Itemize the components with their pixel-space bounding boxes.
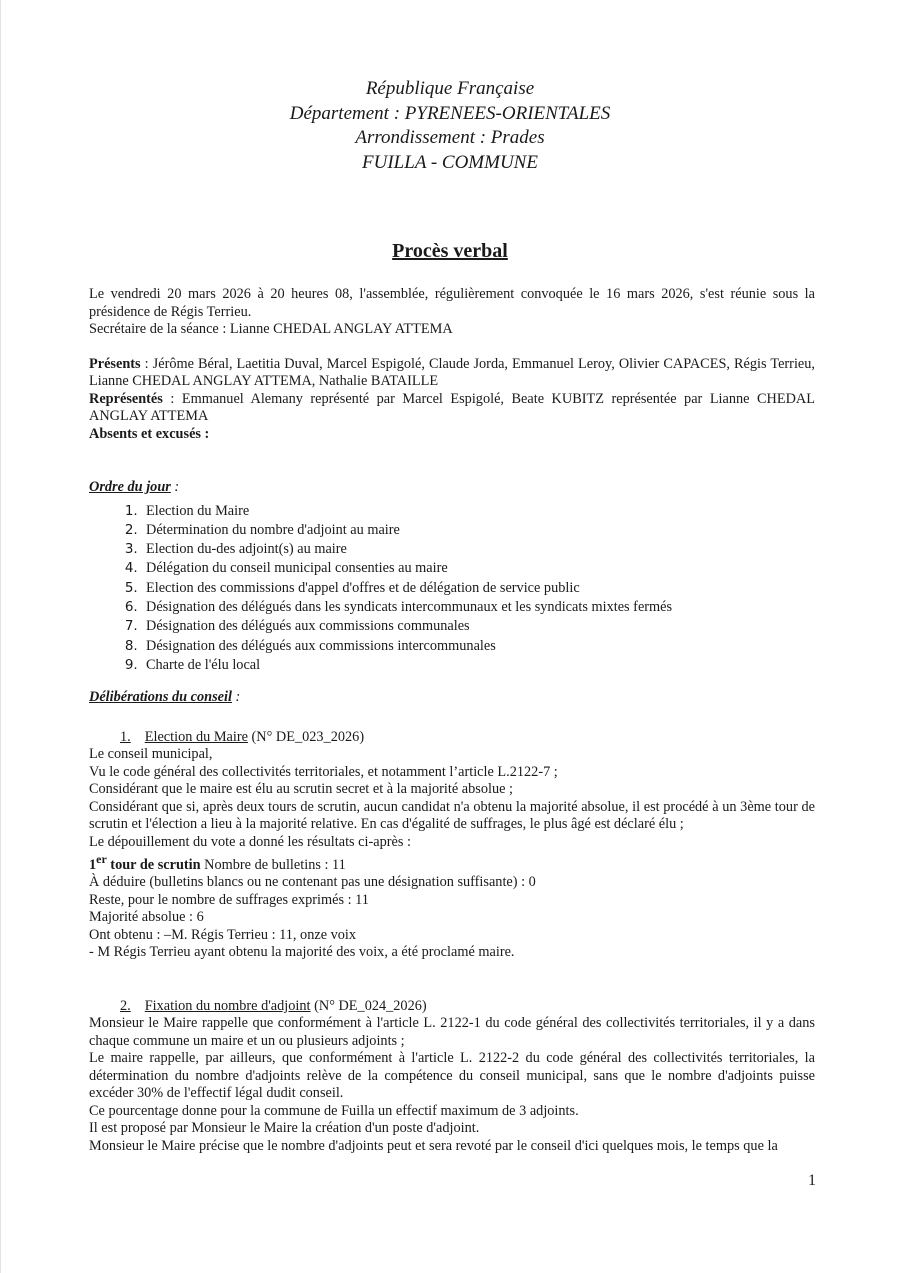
- deliberation-1-ref: (N° DE_023_2026): [247, 728, 365, 745]
- agenda-item: 2. Détermination du nombre d'adjoint au maire: [142, 521, 815, 540]
- deliberation-1-name: Election du Maire: [144, 728, 248, 745]
- deliberation-1-line: Le dépouillement du vote a donné les résultats ci-après :: [89, 833, 411, 850]
- deliberation-2-ref: (N° DE_024_2026): [310, 997, 427, 1014]
- agenda-title: Ordre du jour: [89, 479, 171, 495]
- agenda-item: 4. Délégation du conseil municipal consenties au maire: [142, 559, 815, 578]
- represented-names: : Emmanuel Alemany représenté par Marcel Espigolé, Beate KUBITZ représentée par Lianne CHEDAL ANGLAY ATTEMA: [89, 390, 815, 424]
- represented-line: [89, 391, 815, 426]
- agenda-list: [89, 502, 815, 676]
- page-edge: [0, 0, 1, 1273]
- header-republic: République Française: [365, 78, 535, 99]
- first-round-number: 1: [89, 856, 97, 873]
- present-label: Présents: [89, 355, 141, 372]
- deliberation-1-line: Le conseil municipal,: [89, 746, 213, 763]
- deliberation-2-line: Monsieur le Maire précise que le nombre d'adjoints peut et sera revoté par le conseil d'ici quelques mois, le temps que la: [89, 1137, 778, 1154]
- present-line: [89, 356, 815, 391]
- agenda-item: 9. Charte de l'élu local: [142, 656, 815, 675]
- header-commune: FUILLA - COMMUNE: [362, 151, 538, 173]
- deliberation-2-name: Fixation du nombre d'adjoint: [144, 997, 311, 1014]
- meeting-intro: Le vendredi 20 mars 2026 à 20 heures 08, l'assemblée, régulièrement convoquée le 16 mars 2026, s'est réunie sous la présidence de Régis Terrieu.: [89, 286, 815, 320]
- result-line: - M Régis Terrieu ayant obtenu la majorité des voix, a été proclamé maire.: [89, 944, 515, 961]
- first-round-line: [89, 851, 815, 874]
- first-round-label: [89, 852, 201, 873]
- page-number: 1: [808, 1172, 816, 1189]
- result-line: Ont obtenu : –M. Régis Terrieu : 11, onze voix: [89, 926, 357, 943]
- deliberation-2-line: Il est proposé par Monsieur le Maire la création d'un poste d'adjoint.: [89, 1120, 480, 1137]
- document-header: [0, 77, 900, 175]
- secretary-line: Secrétaire de la séance : Lianne CHEDAL ANGLAY ATTEMA: [89, 321, 453, 337]
- deliberation-1-line: Vu le code général des collectivités territoriales, et notamment l’article L.2122-7 ;: [89, 763, 558, 780]
- deliberation-2-line: Ce pourcentage donne pour la commune de Fuilla un effectif maximum de 3 adjoints.: [89, 1102, 579, 1119]
- result-line: Reste, pour le nombre de suffrages exprimés : 11: [89, 891, 369, 908]
- first-round-superscript: er: [96, 852, 107, 867]
- represented-label: Représentés: [89, 390, 163, 407]
- deliberations-heading: [89, 689, 815, 707]
- agenda-item: 7. Désignation des délégués aux commissions communales: [142, 617, 815, 636]
- deliberation-2-heading: [89, 998, 815, 1016]
- agenda-title-suffix: :: [170, 479, 180, 495]
- present-names: : Jérôme Béral, Laetitia Duval, Marcel Espigolé, Claude Jorda, Emmanuel Leroy, Olivier CAPACES, Régis Terrieu, Lianne CHEDAL ANGLAY ATTEMA, Nathalie BATAILLE: [89, 355, 815, 389]
- deliberations-title-suffix: :: [231, 689, 241, 706]
- result-line: Majorité absolue : 6: [89, 909, 204, 926]
- deliberation-2-line: Le maire rappelle, par ailleurs, que conformément à l'article L. 2122-2 du code général des collectivités territoriales, la détermination du nombre d'adjoints relève de la compétence du conseil municipal, sans que le nombre d'adjoints puisse excéder 30% de l'effectif légal dudit conseil.: [89, 1050, 815, 1102]
- deliberation-1-line: Considérant que si, après deux tours de scrutin, aucun candidat n'a obtenu la majorité absolue, il est procédé à un 3ème tour de scrutin et l'élection a lieu à la majorité relative. En cas d'égalité de suffrages, le plus âgé est déclaré élu ;: [89, 798, 815, 833]
- deliberation-1-heading: [89, 729, 815, 747]
- agenda-item: 5. Election des commissions d'appel d'offres et de délégation de service public: [142, 579, 815, 598]
- absent-label: Absents et excusés :: [89, 425, 210, 442]
- deliberation-1-line: Considérant que le maire est élu au scrutin secret et à la majorité absolue ;: [89, 781, 513, 798]
- agenda-item: 3. Election du-des adjoint(s) au maire: [142, 540, 815, 559]
- page-title: Procès verbal: [392, 240, 508, 262]
- document-body: [89, 286, 815, 1155]
- agenda-item: 1. Election du Maire: [142, 502, 815, 521]
- deliberation-2-number: 2.: [120, 997, 131, 1014]
- deliberation-1-number: 1.: [120, 728, 131, 745]
- deliberation-2-line: Monsieur le Maire rappelle que conformément à l'article L. 2122-1 du code général des collectivités territoriales, il y a dans chaque commune un maire et un ou plusieurs adjoints ;: [89, 1015, 815, 1049]
- agenda-heading: [89, 479, 815, 497]
- first-round-text: tour de scrutin: [106, 856, 201, 873]
- deliberations-title: Délibérations du conseil: [89, 689, 232, 706]
- agenda-item: 6. Désignation des délégués dans les syndicats intercommunaux et les syndicats mixtes fermés: [142, 598, 815, 617]
- header-department: Département : PYRENEES-ORIENTALES: [289, 102, 611, 124]
- result-line: À déduire (bulletins blancs ou ne contenant pas une désignation suffisante) : 0: [89, 874, 536, 891]
- first-round-ballots: Nombre de bulletins : 11: [200, 856, 346, 873]
- agenda-item: 8. Désignation des délégués aux commissions intercommunales: [142, 637, 815, 656]
- header-arrondissement: Arrondissement : Prades: [355, 127, 545, 148]
